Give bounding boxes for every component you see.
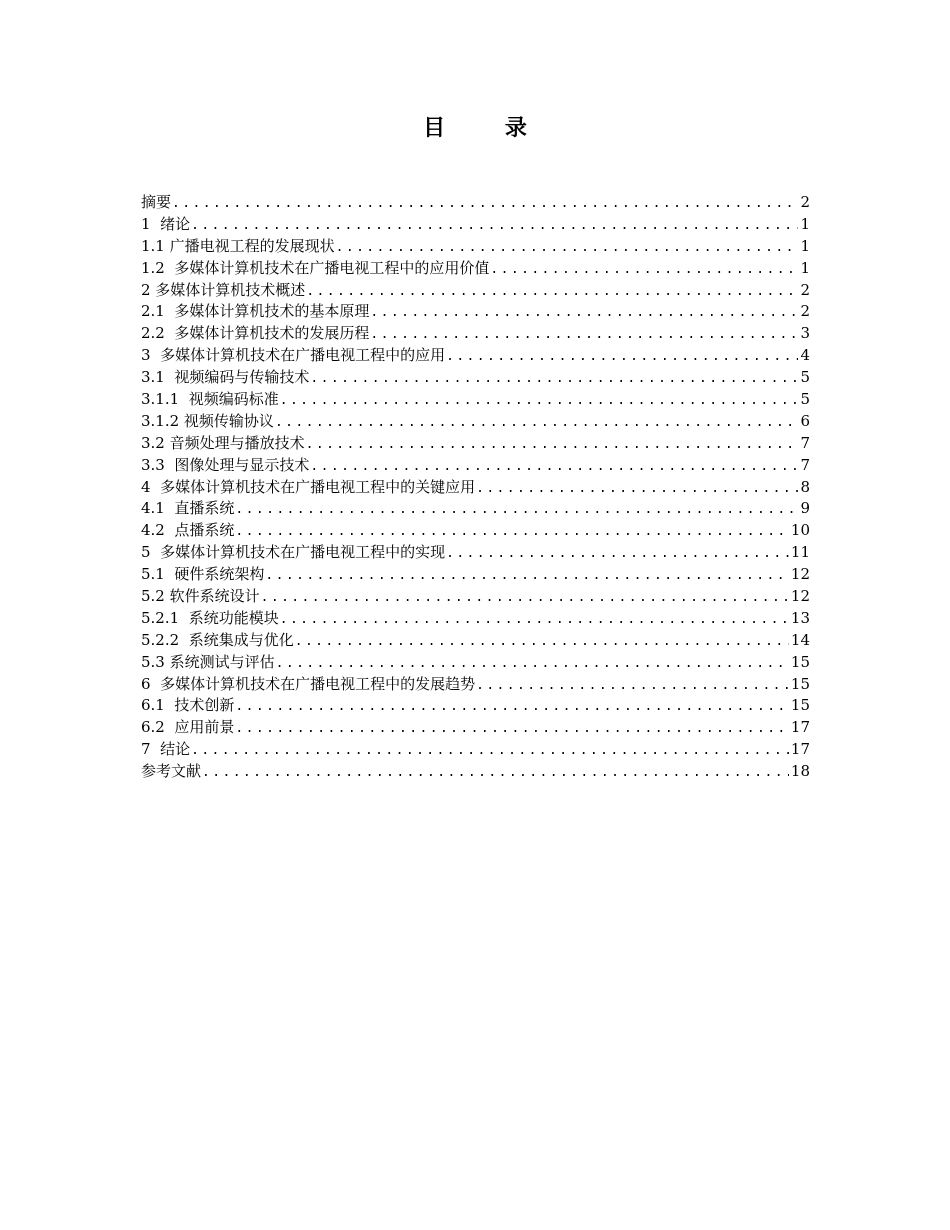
toc-entry-page-number: 2 <box>800 280 810 299</box>
toc-entry-page-number: 18 <box>790 762 810 781</box>
toc-dot-leader <box>202 762 789 784</box>
toc-dot-leader <box>280 609 789 631</box>
toc-entry[interactable] <box>141 630 810 652</box>
toc-entry[interactable] <box>141 586 810 608</box>
toc-dot-leader <box>310 368 798 390</box>
toc-entry-label: 6.2 应用前景 <box>141 718 235 737</box>
toc-entry[interactable] <box>141 192 810 214</box>
toc-entry-label: 参考文献 <box>141 762 202 781</box>
toc-entry-label: 5.2.2 系统集成与优化 <box>141 630 294 649</box>
toc-dot-leader <box>235 521 789 543</box>
toc-entry-page-number: 15 <box>790 674 810 693</box>
toc-dot-leader <box>306 434 799 456</box>
toc-entry-page-number: 15 <box>790 652 810 671</box>
toc-entry[interactable] <box>141 323 810 345</box>
toc-dot-leader <box>295 631 789 653</box>
toc-entry-page-number: 3 <box>800 324 810 343</box>
toc-entry-label: 1.1 广播电视工程的发展现状 <box>141 236 335 255</box>
toc-entry-label: 4.2 点播系统 <box>141 521 235 540</box>
toc-dot-leader <box>235 718 789 740</box>
toc-entry-label: 5.2.1 系统功能模块 <box>141 608 279 627</box>
toc-entry-label: 3.1.2 视频传输协议 <box>141 411 274 430</box>
toc-entry-page-number: 1 <box>800 258 810 277</box>
toc-entry-label: 2.2 多媒体计算机技术的发展历程 <box>141 324 370 343</box>
toc-entry-page-number: 8 <box>800 477 810 496</box>
toc-entry-page-number: 14 <box>790 630 810 649</box>
toc-dot-leader <box>370 324 798 346</box>
toc-dot-leader <box>172 193 798 215</box>
toc-entry-label: 4 多媒体计算机技术在广播电视工程中的关键应用 <box>141 477 476 496</box>
toc-entry-label: 4.1 直播系统 <box>141 499 235 518</box>
toc-entry[interactable] <box>141 367 810 389</box>
toc-entry-page-number: 5 <box>800 390 810 409</box>
toc-entry-page-number: 15 <box>790 696 810 715</box>
toc-dot-leader <box>310 456 798 478</box>
toc-entry[interactable] <box>141 345 810 367</box>
toc-entry[interactable] <box>141 564 810 586</box>
toc-entry-label: 2 多媒体计算机技术概述 <box>141 280 306 299</box>
toc-entry-label: 7 结论 <box>141 740 191 759</box>
toc-entry[interactable] <box>141 258 810 280</box>
toc-entry[interactable] <box>141 455 810 477</box>
toc-entry-label: 2.1 多媒体计算机技术的基本原理 <box>141 302 370 321</box>
toc-entry-page-number: 11 <box>790 543 810 562</box>
toc-entry[interactable] <box>141 717 810 739</box>
toc-entry[interactable] <box>141 477 810 499</box>
toc-entry-label: 5 多媒体计算机技术在广播电视工程中的实现 <box>141 543 446 562</box>
toc-entry-label: 5.3 系统测试与评估 <box>141 652 275 671</box>
toc-dot-leader <box>306 281 798 303</box>
toc-entry-label: 6.1 技术创新 <box>141 696 235 715</box>
toc-entry-page-number: 12 <box>790 565 810 584</box>
toc-entry-label: 3.2 音频处理与播放技术 <box>141 433 305 452</box>
toc-entry[interactable] <box>141 761 810 783</box>
toc-entry[interactable] <box>141 542 810 564</box>
toc-dot-leader <box>490 259 798 281</box>
toc-entry-page-number: 13 <box>790 608 810 627</box>
toc-dot-leader <box>265 565 789 587</box>
toc-entry[interactable] <box>141 214 810 236</box>
toc-entry-page-number: 2 <box>800 193 810 211</box>
toc-entry[interactable] <box>141 433 810 455</box>
toc-dot-leader <box>191 215 798 237</box>
toc-entry[interactable] <box>141 520 810 542</box>
toc-entry-label: 5.2 软件系统设计 <box>141 587 260 606</box>
toc-entry-page-number: 2 <box>800 302 810 321</box>
toc-dot-leader <box>476 675 789 697</box>
toc-entry-label: 6 多媒体计算机技术在广播电视工程中的发展趋势 <box>141 674 476 693</box>
toc-entry-page-number: 4 <box>800 346 810 365</box>
toc-entry-page-number: 6 <box>800 411 810 430</box>
toc-entry[interactable] <box>141 652 810 674</box>
toc-dot-leader <box>370 302 798 324</box>
toc-dot-leader <box>476 478 798 500</box>
toc-entry[interactable] <box>141 739 810 761</box>
toc-entry[interactable] <box>141 280 810 302</box>
toc-entry-label: 1 绪论 <box>141 214 191 233</box>
page-title: 目 录 <box>423 116 553 141</box>
toc-dot-leader <box>261 587 789 609</box>
toc-entry-label: 3.1 视频编码与传输技术 <box>141 368 310 387</box>
table-of-contents <box>141 192 810 783</box>
toc-entry-page-number: 12 <box>790 587 810 606</box>
toc-dot-leader <box>235 696 789 718</box>
toc-entry-label: 1.2 多媒体计算机技术在广播电视工程中的应用价值 <box>141 258 490 277</box>
toc-entry-page-number: 1 <box>800 236 810 255</box>
toc-entry-page-number: 17 <box>790 718 810 737</box>
toc-dot-leader <box>280 390 799 412</box>
toc-entry[interactable] <box>141 608 810 630</box>
toc-entry[interactable] <box>141 389 810 411</box>
toc-entry-label: 5.1 硬件系统架构 <box>141 565 265 584</box>
toc-dot-leader <box>235 499 798 521</box>
toc-entry-page-number: 7 <box>800 455 810 474</box>
toc-entry[interactable] <box>141 411 810 433</box>
toc-entry-label: 摘要 <box>141 193 172 211</box>
toc-entry[interactable] <box>141 695 810 717</box>
toc-dot-leader <box>275 412 799 434</box>
toc-dot-leader <box>276 653 789 675</box>
toc-entry-label: 3.1.1 视频编码标准 <box>141 390 279 409</box>
toc-entry-page-number: 1 <box>800 214 810 233</box>
toc-entry-label: 3 多媒体计算机技术在广播电视工程中的应用 <box>141 346 446 365</box>
toc-dot-leader <box>191 740 789 762</box>
toc-dot-leader <box>446 346 798 368</box>
toc-entry-page-number: 10 <box>790 521 810 540</box>
toc-entry[interactable] <box>141 674 810 696</box>
toc-entry-page-number: 9 <box>800 499 810 518</box>
toc-entry-label: 3.3 图像处理与显示技术 <box>141 455 310 474</box>
toc-entry-page-number: 7 <box>800 433 810 452</box>
toc-entry[interactable] <box>141 301 810 323</box>
toc-entry[interactable] <box>141 498 810 520</box>
toc-dot-leader <box>446 543 789 565</box>
toc-dot-leader <box>336 237 799 259</box>
toc-entry-page-number: 17 <box>790 740 810 759</box>
toc-entry-page-number: 5 <box>800 368 810 387</box>
toc-entry[interactable] <box>141 236 810 258</box>
